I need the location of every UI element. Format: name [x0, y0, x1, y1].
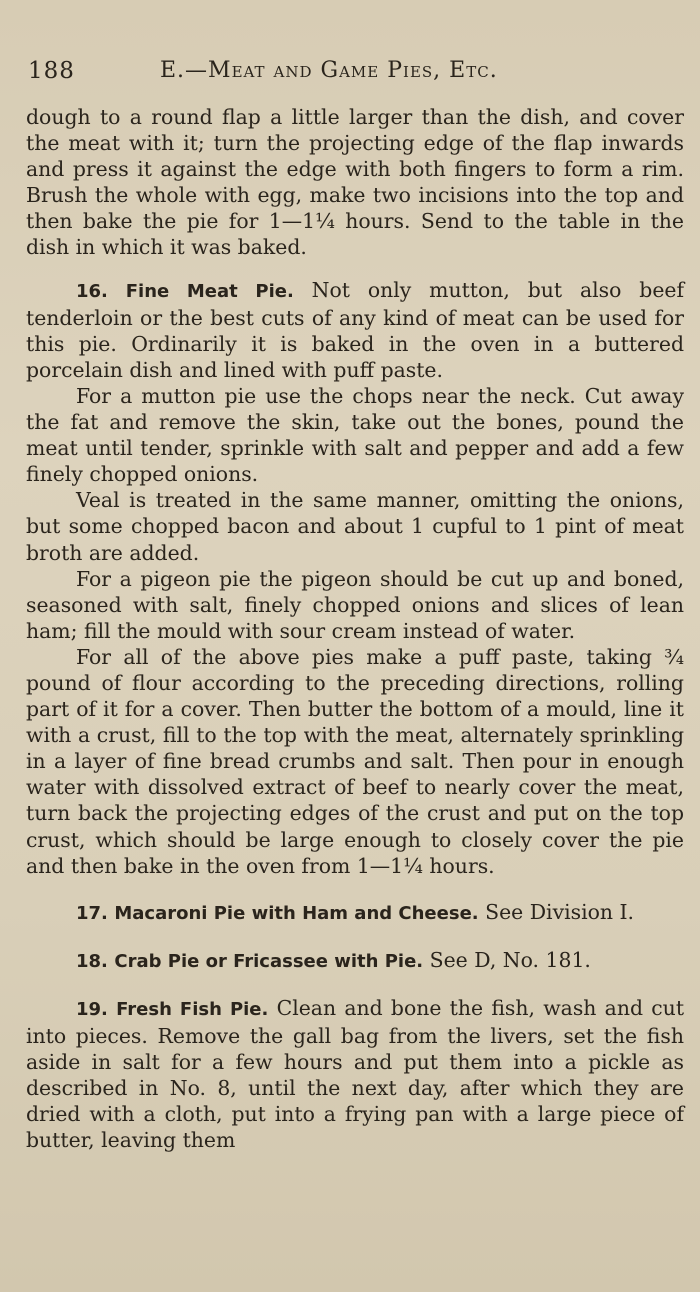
- page-number: 188: [28, 58, 75, 84]
- entry-number: 17.: [76, 902, 108, 924]
- entry-18: [26, 947, 684, 975]
- paragraph-all-pies: For all of the above pies make a puff paste, taking ¾ pound of flour according to the preceding directions, rolling part of it for a cover. Then butter the bottom of a mould, line it with a crust, fill to the top with the meat, alternately sprinkling in a layer of fine bread crumbs and salt. Then pour in enough water with dissolved extract of beef to nearly cover the meat, turn back the projecting edges of the crust and put on the top crust, which should be large enough to closely cover the pie and then bake in the oven from 1—1¼ hours.: [26, 644, 684, 878]
- entry-text: See Division I.: [485, 899, 635, 924]
- running-head: E.—Meat and Game Pies, Etc.: [160, 58, 498, 83]
- entry-title: Fresh Fish Pie.: [116, 998, 269, 1020]
- entry-number: 16.: [76, 280, 108, 302]
- entry-16: [26, 277, 684, 383]
- entry-text: Not only mutton, but also beef tenderloin or the best cuts of any kind of meat can be used for this pie. Ordinarily it is baked in the oven in a buttered porcelain dish and lined with puff paste.: [26, 277, 684, 382]
- entry-title: Macaroni Pie with Ham and Cheese.: [114, 902, 479, 924]
- entry-title: Fine Meat Pie.: [125, 280, 294, 302]
- entry-number: 19.: [76, 998, 108, 1020]
- entry-text: Clean and bone the fish, wash and cut into pieces. Remove the gall bag from the livers, set the fish aside in salt for a few hours and put them into a pickle as described in No. 8, until the next day, after which they are dried with a cloth, put into a frying pan with a large piece of butter, leaving them: [26, 995, 685, 1153]
- paragraph-veal: Veal is treated in the same manner, omitting the onions, but some chopped bacon and about 1 cupful to 1 pint of meat broth are added.: [26, 488, 684, 565]
- paragraph-mutton: For a mutton pie use the chops near the neck. Cut away the fat and remove the skin, take out the bones, pound the meat until tender, sprinkle with salt and pepper and add a few finely chopped onions.: [26, 383, 684, 487]
- paragraph-continued: dough to a round flap a little larger than the dish, and cover the meat with it; turn the projecting edge of the flap inwards and press it against the edge with both fingers to form a rim. Brush the whole with egg, make two incisions into the top and then bake the pie for 1—1¼ hours. Send to the table in the dish in which it was baked.: [26, 105, 684, 260]
- entry-text: See D, No. 181.: [429, 947, 591, 972]
- entry-19: [26, 995, 684, 1154]
- entry-number: 18.: [76, 950, 108, 972]
- page-header: [28, 58, 676, 98]
- entry-17: [26, 899, 684, 927]
- body-text: [26, 104, 684, 1153]
- entry-title: Crab Pie or Fricassee with Pie.: [114, 950, 424, 972]
- paragraph-pigeon: For a pigeon pie the pigeon should be cut up and boned, seasoned with salt, finely chopped onions and slices of lean ham; fill the mould with sour cream instead of water.: [26, 566, 684, 643]
